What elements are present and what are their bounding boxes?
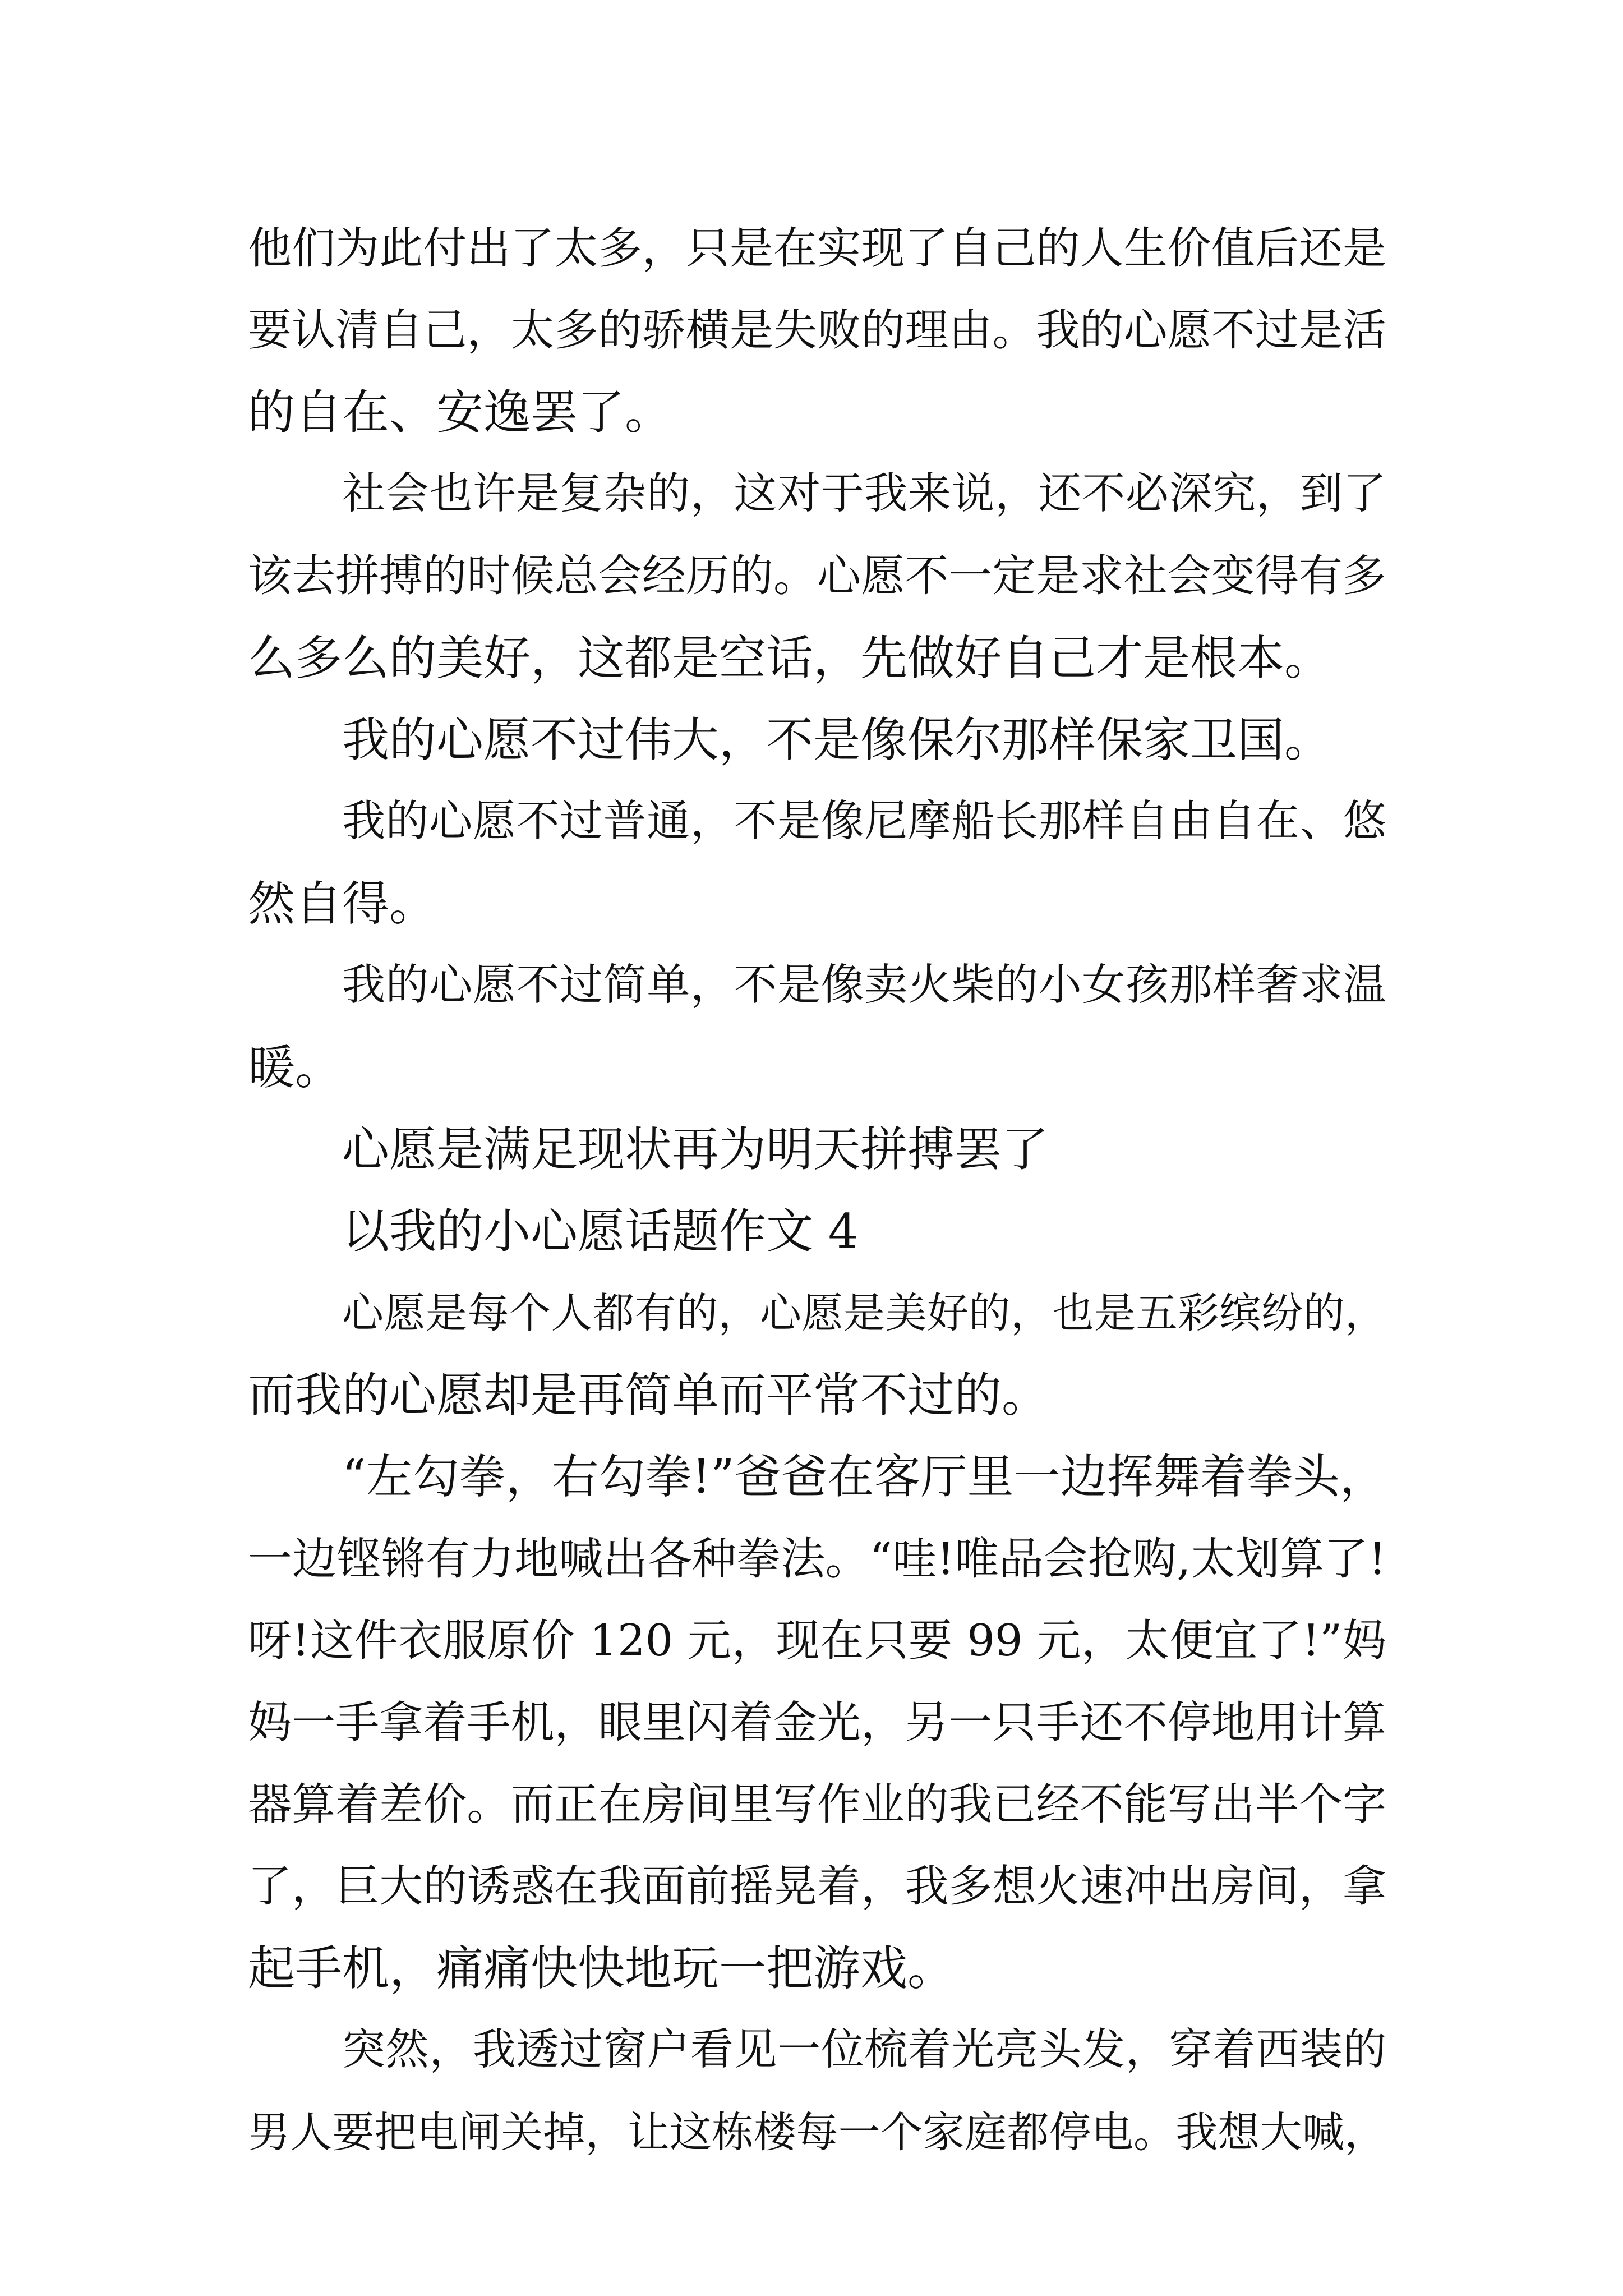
text-line: 我的心愿不过简单，不是像卖火柴的小女孩那样奢求温 — [342, 960, 1386, 1010]
text-line: 要认清自己，太多的骄横是失败的理由。我的心愿不过是活 — [248, 305, 1386, 356]
text-line: 该去拼搏的时候总会经历的。心愿不一定是求社会变得有多 — [248, 551, 1386, 601]
text-line: 暖。 — [248, 1040, 343, 1095]
text-line: 妈一手拿着手机，眼里闪着金光，另一只手还不停地用计算 — [248, 1697, 1386, 1748]
text-line: 而我的心愿却是再简单而平常不过的。 — [248, 1368, 1049, 1423]
text-line: 呀!这件衣服原价 120 元，现在只要 99 元，太便宜了!”妈 — [248, 1616, 1386, 1666]
text-line: 我的心愿不过伟大，不是像保尔那样保家卫国。 — [342, 712, 1332, 767]
text-line: 我的心愿不过普通，不是像尼摩船长那样自由自在、悠 — [342, 797, 1386, 846]
body-text — [248, 208, 1386, 2173]
text-line: 心愿是每个人都有的，心愿是美好的，也是五彩缤纷的， — [342, 1289, 1386, 1337]
text-line: 他们为此付出了太多，只是在实现了自己的人生价值后还是 — [248, 223, 1386, 274]
text-line: 突然，我透过窗户看见一位梳着光亮头发，穿着西装的 — [342, 2025, 1386, 2075]
text-line: 么多么的美好，这都是空话，先做好自己才是根本。 — [248, 631, 1332, 685]
text-line: 社会也许是复杂的，这对于我来说，还不必深究，到了 — [342, 469, 1386, 519]
text-line: “左勾拳，右勾拳!”爸爸在客厅里一边挥舞着拳头， — [342, 1450, 1386, 1504]
section-heading: 以我的小心愿话题作文 4 — [342, 1204, 859, 1259]
text-line: 心愿是满足现状再为明天拼搏罢了 — [342, 1122, 1049, 1177]
text-line: 起手机，痛痛快快地玩一把游戏。 — [248, 1941, 955, 1996]
text-line: 男人要把电闸关掉，让这栋楼每一个家庭都停电。我想大喊， — [248, 2108, 1386, 2157]
text-line: 器算着差价。而正在房间里写作业的我已经不能写出半个字 — [248, 1779, 1386, 1830]
text-line: 一边铿锵有力地喊出各种拳法。“哇!唯品会抢购,太划算了! — [248, 1533, 1386, 1585]
text-line: 了，巨大的诱惑在我面前摇晃着，我多想火速冲出房间，拿 — [248, 1861, 1386, 1912]
text-line: 然自得。 — [248, 876, 437, 931]
text-line: 的自在、安逸罢了。 — [248, 385, 672, 440]
